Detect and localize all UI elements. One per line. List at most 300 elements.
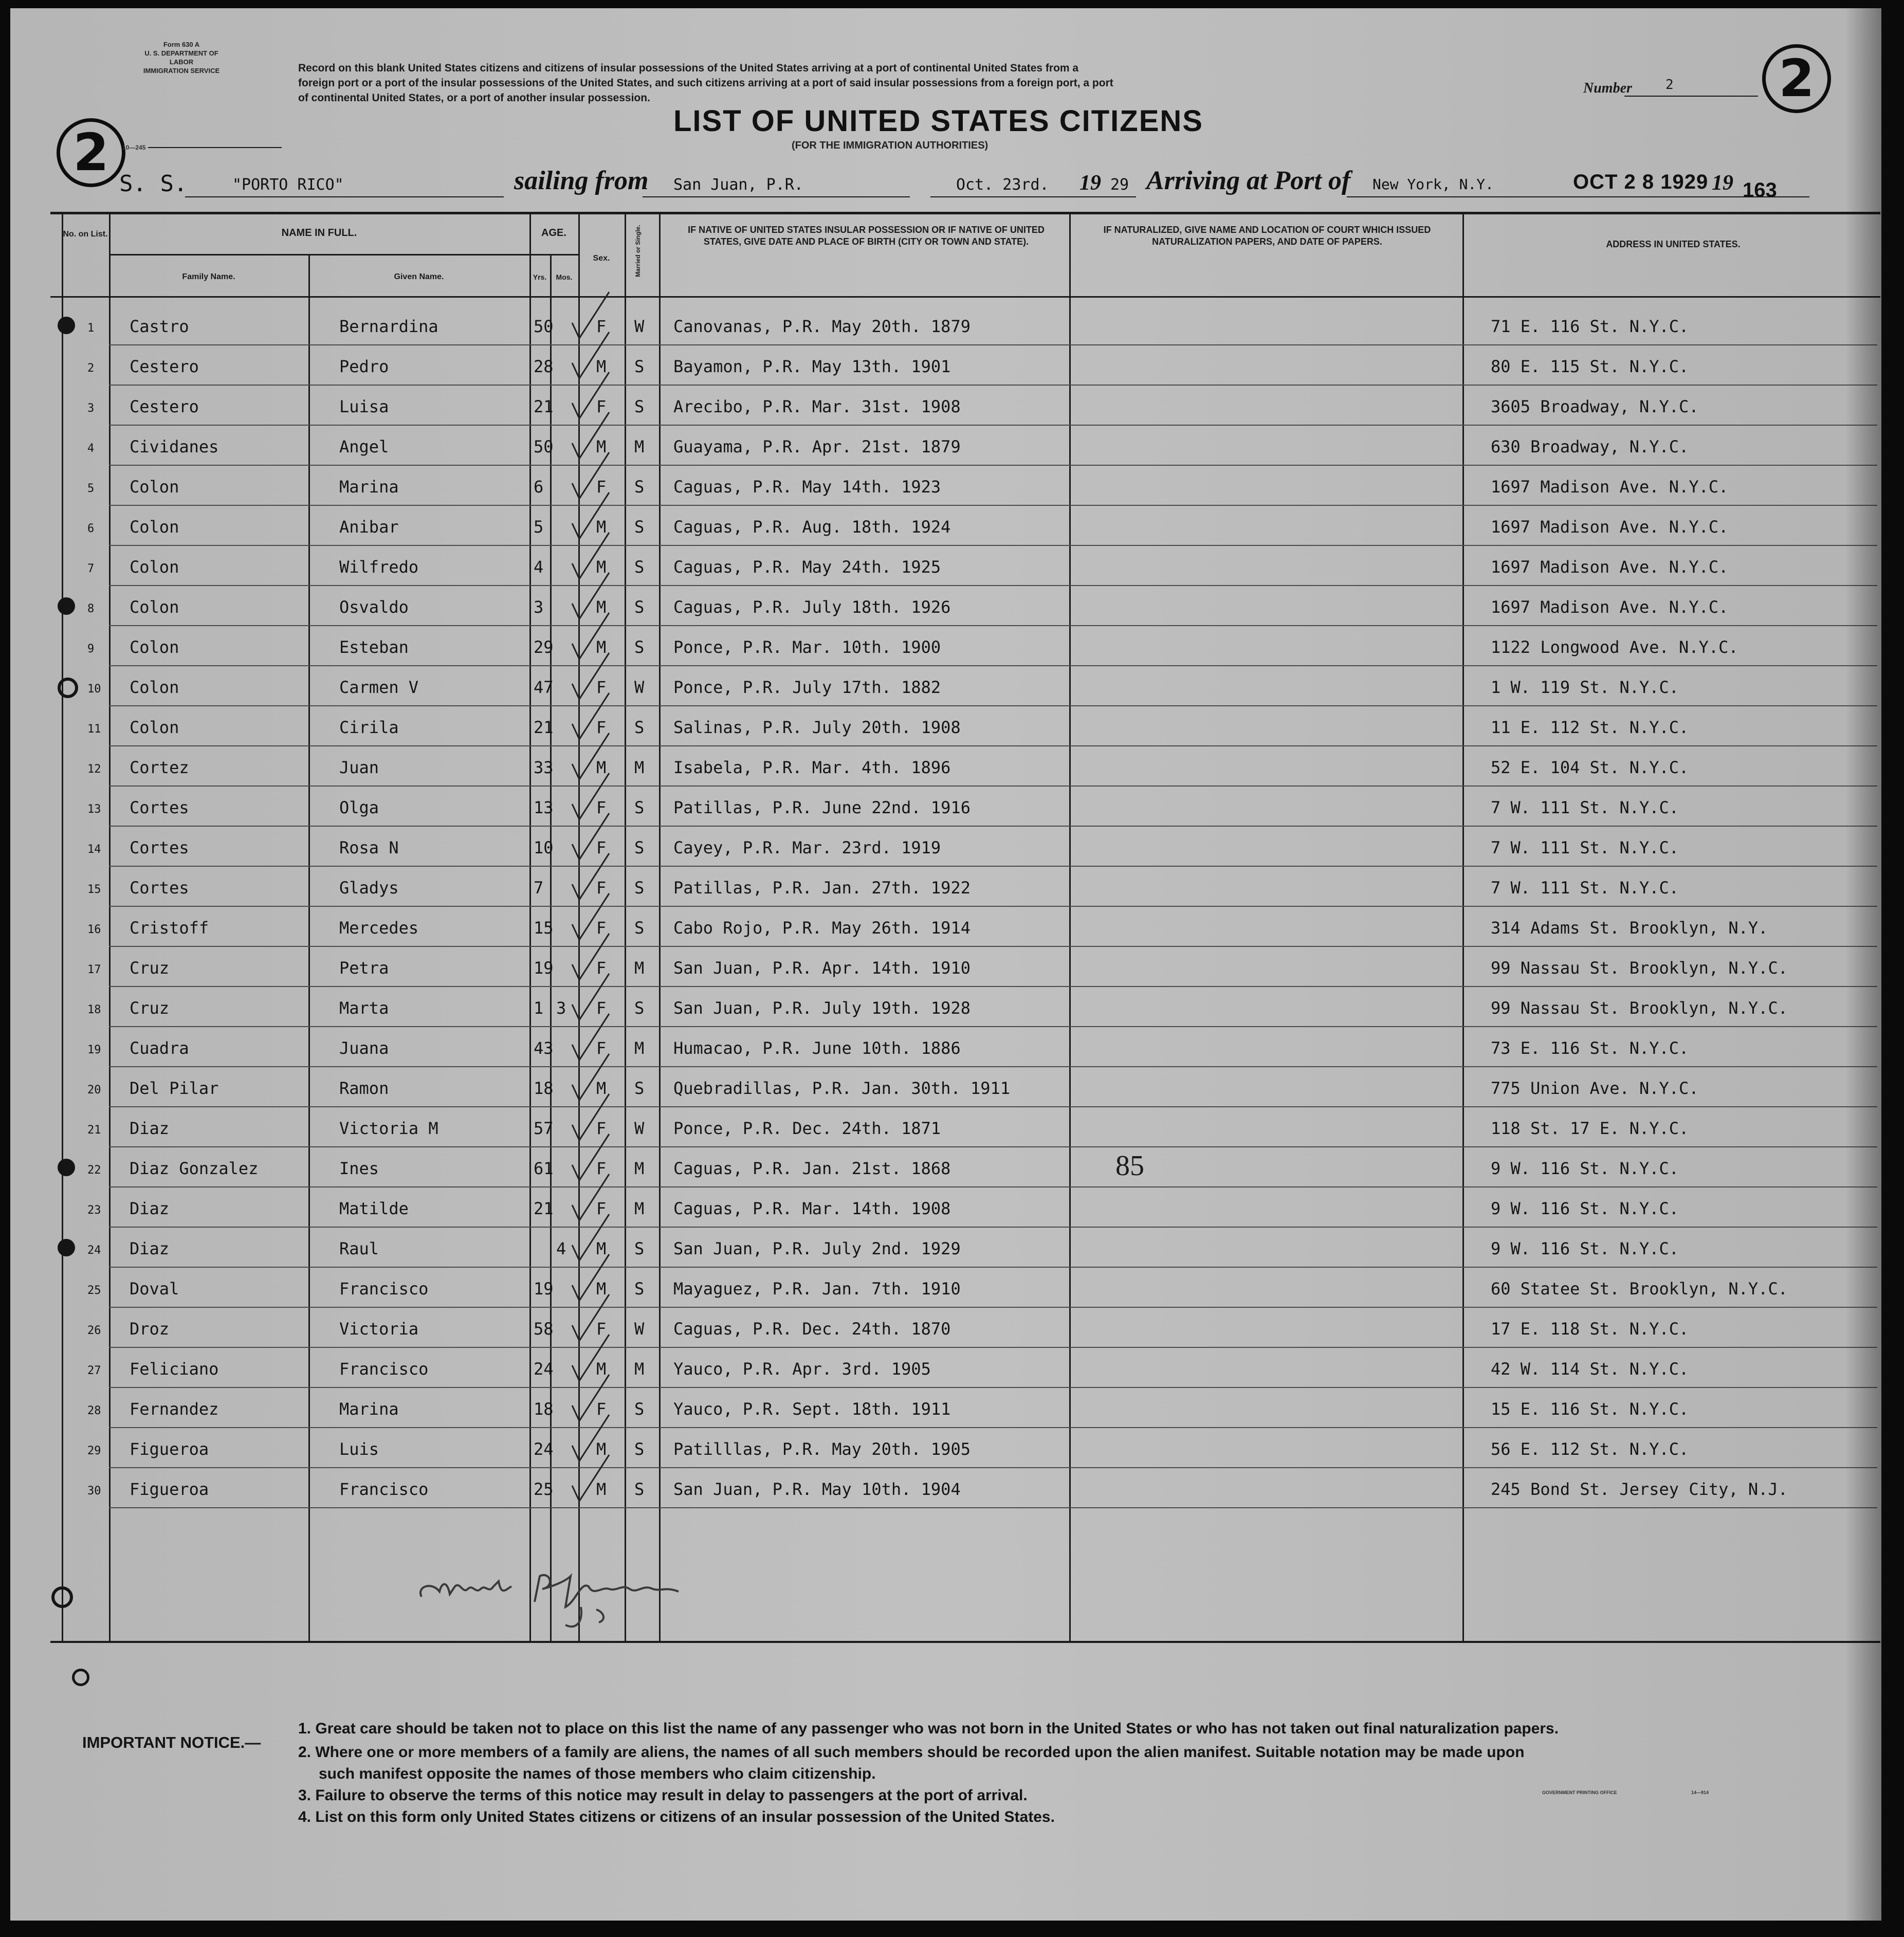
family-name: Cestero [130,357,199,376]
family-name: Cruz [130,958,170,978]
marital-status: S [634,878,645,898]
row-number: 12 [87,763,101,776]
age-years: 18 [534,1079,554,1098]
row-separator [109,465,1877,466]
row-number: 29 [87,1445,101,1457]
birth-place-date: Caguas, P.R. Jan. 21st. 1868 [673,1159,951,1178]
sail-date: Oct. 23rd. [956,176,1049,194]
table-row [10,668,1881,708]
department: U. S. DEPARTMENT OF LABOR [144,49,218,66]
row-separator [109,344,1877,345]
given-name: Juan [339,758,379,777]
family-name: Cuadra [130,1038,189,1058]
age-years: 10 [534,838,554,857]
table-row [10,428,1881,468]
row-separator [109,1467,1877,1468]
hole-punch-mark [58,1159,75,1176]
left-circle: 2 [57,118,125,187]
page-title: LIST OF UNITED STATES CITIZENS [673,104,1203,138]
birth-place-date: Bayamon, P.R. May 13th. 1901 [673,357,951,376]
marital-status: W [634,317,645,336]
row-separator [109,866,1877,867]
table-row [10,307,1881,348]
age-years: 7 [534,878,544,898]
family-name: Castro [130,317,189,336]
row-separator [109,1507,1877,1508]
sex: F [596,397,607,416]
number-label: Number [1583,80,1632,96]
age-years: 50 [534,437,554,456]
marital-status: S [634,357,645,376]
given-name: Juana [339,1038,389,1058]
family-name: Del Pilar [130,1079,219,1098]
printer-code: 14—914 [1691,1790,1709,1795]
row-separator [109,385,1877,386]
marital-status: S [634,597,645,617]
table-row [10,949,1881,989]
sex: M [596,1439,607,1459]
row-separator [109,1186,1877,1187]
age-years: 6 [534,477,544,497]
birth-place-date: Caguas, P.R. May 14th. 1923 [673,477,941,497]
us-address: 9 W. 116 St. N.Y.C. [1491,1199,1679,1218]
sex: F [596,1038,607,1058]
sex: M [596,597,607,617]
table-row [10,388,1881,428]
row-separator [109,1146,1877,1147]
sex: F [596,1199,607,1218]
age-years: 21 [534,1199,554,1218]
birth-place-date: Cayey, P.R. Mar. 23rd. 1919 [673,838,941,857]
us-address: 1697 Madison Ave. N.Y.C. [1491,557,1729,577]
us-address: 1122 Longwood Ave. N.Y.C. [1491,637,1738,657]
marital-status: S [634,1279,645,1299]
age-years: 25 [534,1479,554,1499]
us-address: 7 W. 111 St. N.Y.C. [1491,878,1679,898]
age-years: 29 [534,637,554,657]
table-row [10,1390,1881,1430]
row-number: 30 [87,1485,101,1497]
row-number: 14 [87,843,101,856]
hole-punch-mark [58,678,78,698]
hole-ring-bottom [72,1669,89,1686]
marital-status: M [634,758,645,777]
given-name: Ines [339,1159,379,1178]
name-header-divider [109,254,541,255]
header-married-text: Married or Single. [634,225,642,277]
manifest-sheet [10,8,1881,1921]
family-name: Cestero [130,397,199,416]
marital-status: S [634,1399,645,1419]
table-row [10,1430,1881,1470]
given-name: Mercedes [339,918,419,938]
row-separator [109,906,1877,907]
family-name: Colon [130,718,179,737]
row-separator [109,785,1877,787]
us-address: 9 W. 116 St. N.Y.C. [1491,1239,1679,1258]
birth-place-date: San Juan, P.R. Apr. 14th. 1910 [673,958,971,978]
table-bottom-border [50,1641,1880,1643]
us-address: 1697 Madison Ave. N.Y.C. [1491,477,1729,497]
age-years: 24 [534,1359,554,1379]
family-name: Colon [130,477,179,497]
birth-place-date: Caguas, P.R. Dec. 24th. 1870 [673,1319,951,1339]
row-number: 28 [87,1404,101,1417]
row-separator [109,665,1877,666]
marital-status: S [634,397,645,416]
birth-place-date: Guayama, P.R. Apr. 21st. 1879 [673,437,961,456]
us-address: 775 Union Ave. N.Y.C. [1491,1079,1699,1098]
sail-year: 29 [1110,176,1129,194]
table-row [10,1470,1881,1510]
row-number: 13 [87,803,101,816]
age-years: 43 [534,1038,554,1058]
birth-place-date: Quebradillas, P.R. Jan. 30th. 1911 [673,1079,1011,1098]
number-underline [1624,96,1758,97]
age-header-divider [529,254,578,255]
us-address: 99 Nassau St. Brooklyn, N.Y.C. [1491,958,1788,978]
given-name: Ramon [339,1079,389,1098]
row-separator [109,1387,1877,1388]
row-number: 15 [87,883,101,896]
row-separator [109,705,1877,706]
age-years: 61 [534,1159,554,1178]
birth-place-date: Isabela, P.R. Mar. 4th. 1896 [673,758,951,777]
sex: M [596,437,607,456]
family-name: Cristoff [130,918,209,938]
us-address: 1697 Madison Ave. N.Y.C. [1491,517,1729,537]
family-name: Colon [130,637,179,657]
age-years: 15 [534,918,554,938]
us-address: 73 E. 116 St. N.Y.C. [1491,1038,1689,1058]
given-name: Olga [339,798,379,817]
row-separator [109,505,1877,506]
age-years: 58 [534,1319,554,1339]
table-row [10,348,1881,388]
form-number: Form 630 A [163,41,200,48]
us-address: 118 St. 17 E. N.Y.C. [1491,1119,1689,1138]
marital-status: M [634,958,645,978]
table-row [10,1270,1881,1310]
marital-status: M [634,1038,645,1058]
sex: F [596,678,607,697]
ship-prefix: S. S. [119,171,188,197]
marital-status: S [634,1479,645,1499]
table-row [10,628,1881,668]
age-years: 5 [534,517,544,537]
ship-name: "PORTO RICO" [232,176,344,194]
row-separator [109,425,1877,426]
given-name: Luis [339,1439,379,1459]
sex: F [596,798,607,817]
birth-place-date: Patillas, P.R. June 22nd. 1916 [673,798,971,817]
sex: F [596,1159,607,1178]
arrival-underline [1347,196,1809,197]
page-number: 163 [1743,179,1777,202]
table-row [10,748,1881,789]
sex: M [596,1359,607,1379]
sex: M [596,1239,607,1258]
notice-item-4: 4. List on this form only United States citizens or citizens of an insular possession of the United States. [298,1808,1055,1825]
marital-status: S [634,798,645,817]
inspector-signature [411,1566,740,1633]
header-married [625,221,659,293]
age-years: 57 [534,1119,554,1138]
row-separator [109,986,1877,987]
intro-line-2: foreign port or a port of the insular possessions of the United States, and such citizens arriving at a port of said insular possessions from a foreign port, a port [298,77,1113,89]
given-name: Anibar [339,517,399,537]
row-separator [109,1427,1877,1428]
marital-status: S [634,838,645,857]
age-years: 4 [534,557,544,577]
given-name: Victoria [339,1319,419,1339]
arrival-port: New York, N.Y. [1372,176,1494,193]
marital-status: W [634,1319,645,1339]
arrival-year-prefix: 19 [1712,171,1733,195]
marital-status: M [634,1359,645,1379]
birth-place-date: Arecibo, P.R. Mar. 31st. 1908 [673,397,961,416]
family-name: Figueroa [130,1439,209,1459]
signature-graphic [411,1566,740,1633]
birth-place-date: Ponce, P.R. Dec. 24th. 1871 [673,1119,941,1138]
given-name: Victoria M [339,1119,438,1138]
birth-place-date: San Juan, P.R. July 2nd. 1929 [673,1239,961,1258]
age-years: 21 [534,718,554,737]
form-code-line [148,147,282,148]
table-row [10,1190,1881,1230]
table-row [10,1109,1881,1149]
age-months: 3 [556,998,566,1018]
sex: F [596,878,607,898]
family-name: Cruz [130,998,170,1018]
table-row [10,508,1881,548]
hole-ring-end [51,1586,73,1608]
us-address: 245 Bond St. Jersey City, N.J. [1491,1479,1788,1499]
table-row [10,829,1881,869]
given-name: Osvaldo [339,597,409,617]
header-address: ADDRESS IN UNITED STATES. [1606,239,1741,249]
sailing-from-label: sailing from [514,166,649,195]
birth-place-date: Cabo Rojo, P.R. May 26th. 1914 [673,918,971,938]
given-name: Angel [339,437,389,456]
family-name: Droz [130,1319,170,1339]
marital-status: M [634,437,645,456]
service: IMMIGRATION SERVICE [143,67,220,75]
table-row [10,1310,1881,1350]
row-number: 22 [87,1164,101,1177]
row-separator [109,826,1877,827]
row-number: 21 [87,1124,101,1137]
family-name: Feliciano [130,1359,219,1379]
row-number: 16 [87,923,101,936]
age-years: 47 [534,678,554,697]
us-address: 71 E. 116 St. N.Y.C. [1491,317,1689,336]
notice-item-1: 1. Great care should be taken not to place on this list the name of any passenger who was not born in the United States or who has not taken out final naturalization papers. [298,1720,1559,1737]
family-name: Colon [130,557,179,577]
age-months: 4 [556,1239,566,1258]
marital-status: S [634,1239,645,1258]
given-name: Wilfredo [339,557,419,577]
marital-status: W [634,678,645,697]
table-row [10,1069,1881,1109]
header-months: Mos. [556,273,573,281]
given-name: Raul [339,1239,379,1258]
notice-item-3: 3. Failure to observe the terms of this notice may result in delay to passengers at the port of arrival. [298,1787,1028,1804]
row-separator [109,1347,1877,1348]
marital-status: W [634,1119,645,1138]
birth-place-date: Patillas, P.R. Jan. 27th. 1922 [673,878,971,898]
row-number: 27 [87,1364,101,1377]
header-birth: IF NATIVE OF UNITED STATES INSULAR POSSESSION OR IF NATIVE OF UNITED STATES, GIVE DATE AND PLACE OF BIRTH (CITY OR TOWN AND STATE). [688,225,1045,247]
arrival-date-stamp: OCT 2 8 1929 [1573,171,1709,193]
family-name: Fernandez [130,1399,219,1419]
sex: F [596,317,607,336]
row-number: 25 [87,1284,101,1297]
header-list-no: No. on List. [63,230,108,239]
sex: M [596,637,607,657]
age-years: 50 [534,317,554,336]
marital-status: S [634,637,645,657]
form-number-block [133,40,230,75]
printer-mark: GOVERNMENT PRINTING OFFICE [1542,1790,1617,1795]
age-years: 21 [534,397,554,416]
family-name: Cividanes [130,437,219,456]
sex: F [596,718,607,737]
table-row [10,708,1881,748]
us-address: 1 W. 119 St. N.Y.C. [1491,678,1679,697]
marital-status: S [634,477,645,497]
header-given-name: Given Name. [394,272,444,281]
table-row [10,789,1881,829]
birth-place-date: Yauco, P.R. Apr. 3rd. 1905 [673,1359,931,1379]
row-number: 2 [87,362,95,375]
birth-place-date: San Juan, P.R. May 10th. 1904 [673,1479,961,1499]
row-separator [109,946,1877,947]
given-name: Francisco [339,1479,429,1499]
marital-status: M [634,1199,645,1218]
sex: F [596,477,607,497]
table-top-border [50,212,1880,214]
us-address: 56 E. 112 St. N.Y.C. [1491,1439,1689,1459]
table-row [10,468,1881,508]
us-address: 1697 Madison Ave. N.Y.C. [1491,597,1729,617]
given-name: Bernardina [339,317,438,336]
birth-place-date: Caguas, P.R. Aug. 18th. 1924 [673,517,951,537]
sex: M [596,557,607,577]
marital-status: S [634,1079,645,1098]
birth-place-date: Caguas, P.R. Mar. 14th. 1908 [673,1199,951,1218]
row-number: 5 [87,482,95,495]
header-sex: Sex. [593,254,610,263]
family-name: Colon [130,678,179,697]
given-name: Gladys [339,878,399,898]
birth-place-date: Yauco, P.R. Sept. 18th. 1911 [673,1399,951,1419]
given-name: Rosa N [339,838,399,857]
row-separator [109,625,1877,626]
table-row [10,1350,1881,1390]
table-row [10,909,1881,949]
family-name: Colon [130,517,179,537]
row-separator [109,1066,1877,1067]
arriving-label: Arriving at Port of [1146,166,1351,195]
row-number: 18 [87,1003,101,1016]
sail-date-underline [930,196,1136,197]
row-separator [109,585,1877,586]
birth-place-date: Mayaguez, P.R. Jan. 7th. 1910 [673,1279,961,1299]
sex: M [596,1279,607,1299]
given-name: Petra [339,958,389,978]
marital-status: S [634,718,645,737]
row-number: 4 [87,442,95,455]
given-name: Esteban [339,637,409,657]
row-number: 26 [87,1324,101,1337]
marital-status: S [634,557,645,577]
row-separator [109,1267,1877,1268]
hole-punch-mark [58,1239,75,1256]
family-name: Colon [130,597,179,617]
row-separator [109,1307,1877,1308]
family-name: Cortes [130,878,189,898]
page-subtitle: (FOR THE IMMIGRATION AUTHORITIES) [792,140,988,151]
family-name: Cortes [130,798,189,817]
row-number: 20 [87,1084,101,1097]
table-row [10,869,1881,909]
margin-number: 85 [1115,1150,1144,1182]
sex: F [596,838,607,857]
row-separator [109,745,1877,746]
family-name: Cortez [130,758,189,777]
birth-place-date: Patilllas, P.R. May 20th. 1905 [673,1439,971,1459]
marital-status: S [634,1439,645,1459]
intro-line-1: Record on this blank United States citizens and citizens of insular possessions of the United States arriving at a port of continental United States from a [298,62,1079,74]
given-name: Marina [339,477,399,497]
sex: F [596,1399,607,1419]
row-separator [109,1227,1877,1228]
marital-status: M [634,1159,645,1178]
row-number: 24 [87,1244,101,1257]
us-address: 7 W. 111 St. N.Y.C. [1491,798,1679,817]
family-name: Figueroa [130,1479,209,1499]
age-years: 24 [534,1439,554,1459]
us-address: 15 E. 116 St. N.Y.C. [1491,1399,1689,1419]
birth-place-date: San Juan, P.R. July 19th. 1928 [673,998,971,1018]
age-years: 19 [534,958,554,978]
family-name: Diaz [130,1199,170,1218]
marital-status: S [634,918,645,938]
sailing-from-underline [643,196,910,197]
table-row [10,548,1881,588]
birth-place-date: Ponce, P.R. July 17th. 1882 [673,678,941,697]
table-row [10,1149,1881,1190]
given-name: Francisco [339,1279,429,1299]
notice-item-2a: 2. Where one or more members of a family are aliens, the names of all such members should be recorded upon the alien manifest. Suitable notation may be made upon [298,1744,1525,1761]
family-name: Diaz Gonzalez [130,1159,259,1178]
family-name: Doval [130,1279,179,1299]
sailing-from-value: San Juan, P.R. [673,176,803,194]
row-number: 9 [87,643,95,655]
given-name: Marina [339,1399,399,1419]
us-address: 7 W. 111 St. N.Y.C. [1491,838,1679,857]
page-circle: 2 [1762,44,1831,113]
passenger-table-body [10,296,1881,1633]
check-mark-icon [568,1450,614,1511]
row-number: 3 [87,402,95,415]
age-years: 13 [534,798,554,817]
us-address: 630 Broadway, N.Y.C. [1491,437,1689,456]
family-name: Diaz [130,1239,170,1258]
birth-place-date: Humacao, P.R. June 10th. 1886 [673,1038,961,1058]
row-number: 10 [87,683,101,696]
